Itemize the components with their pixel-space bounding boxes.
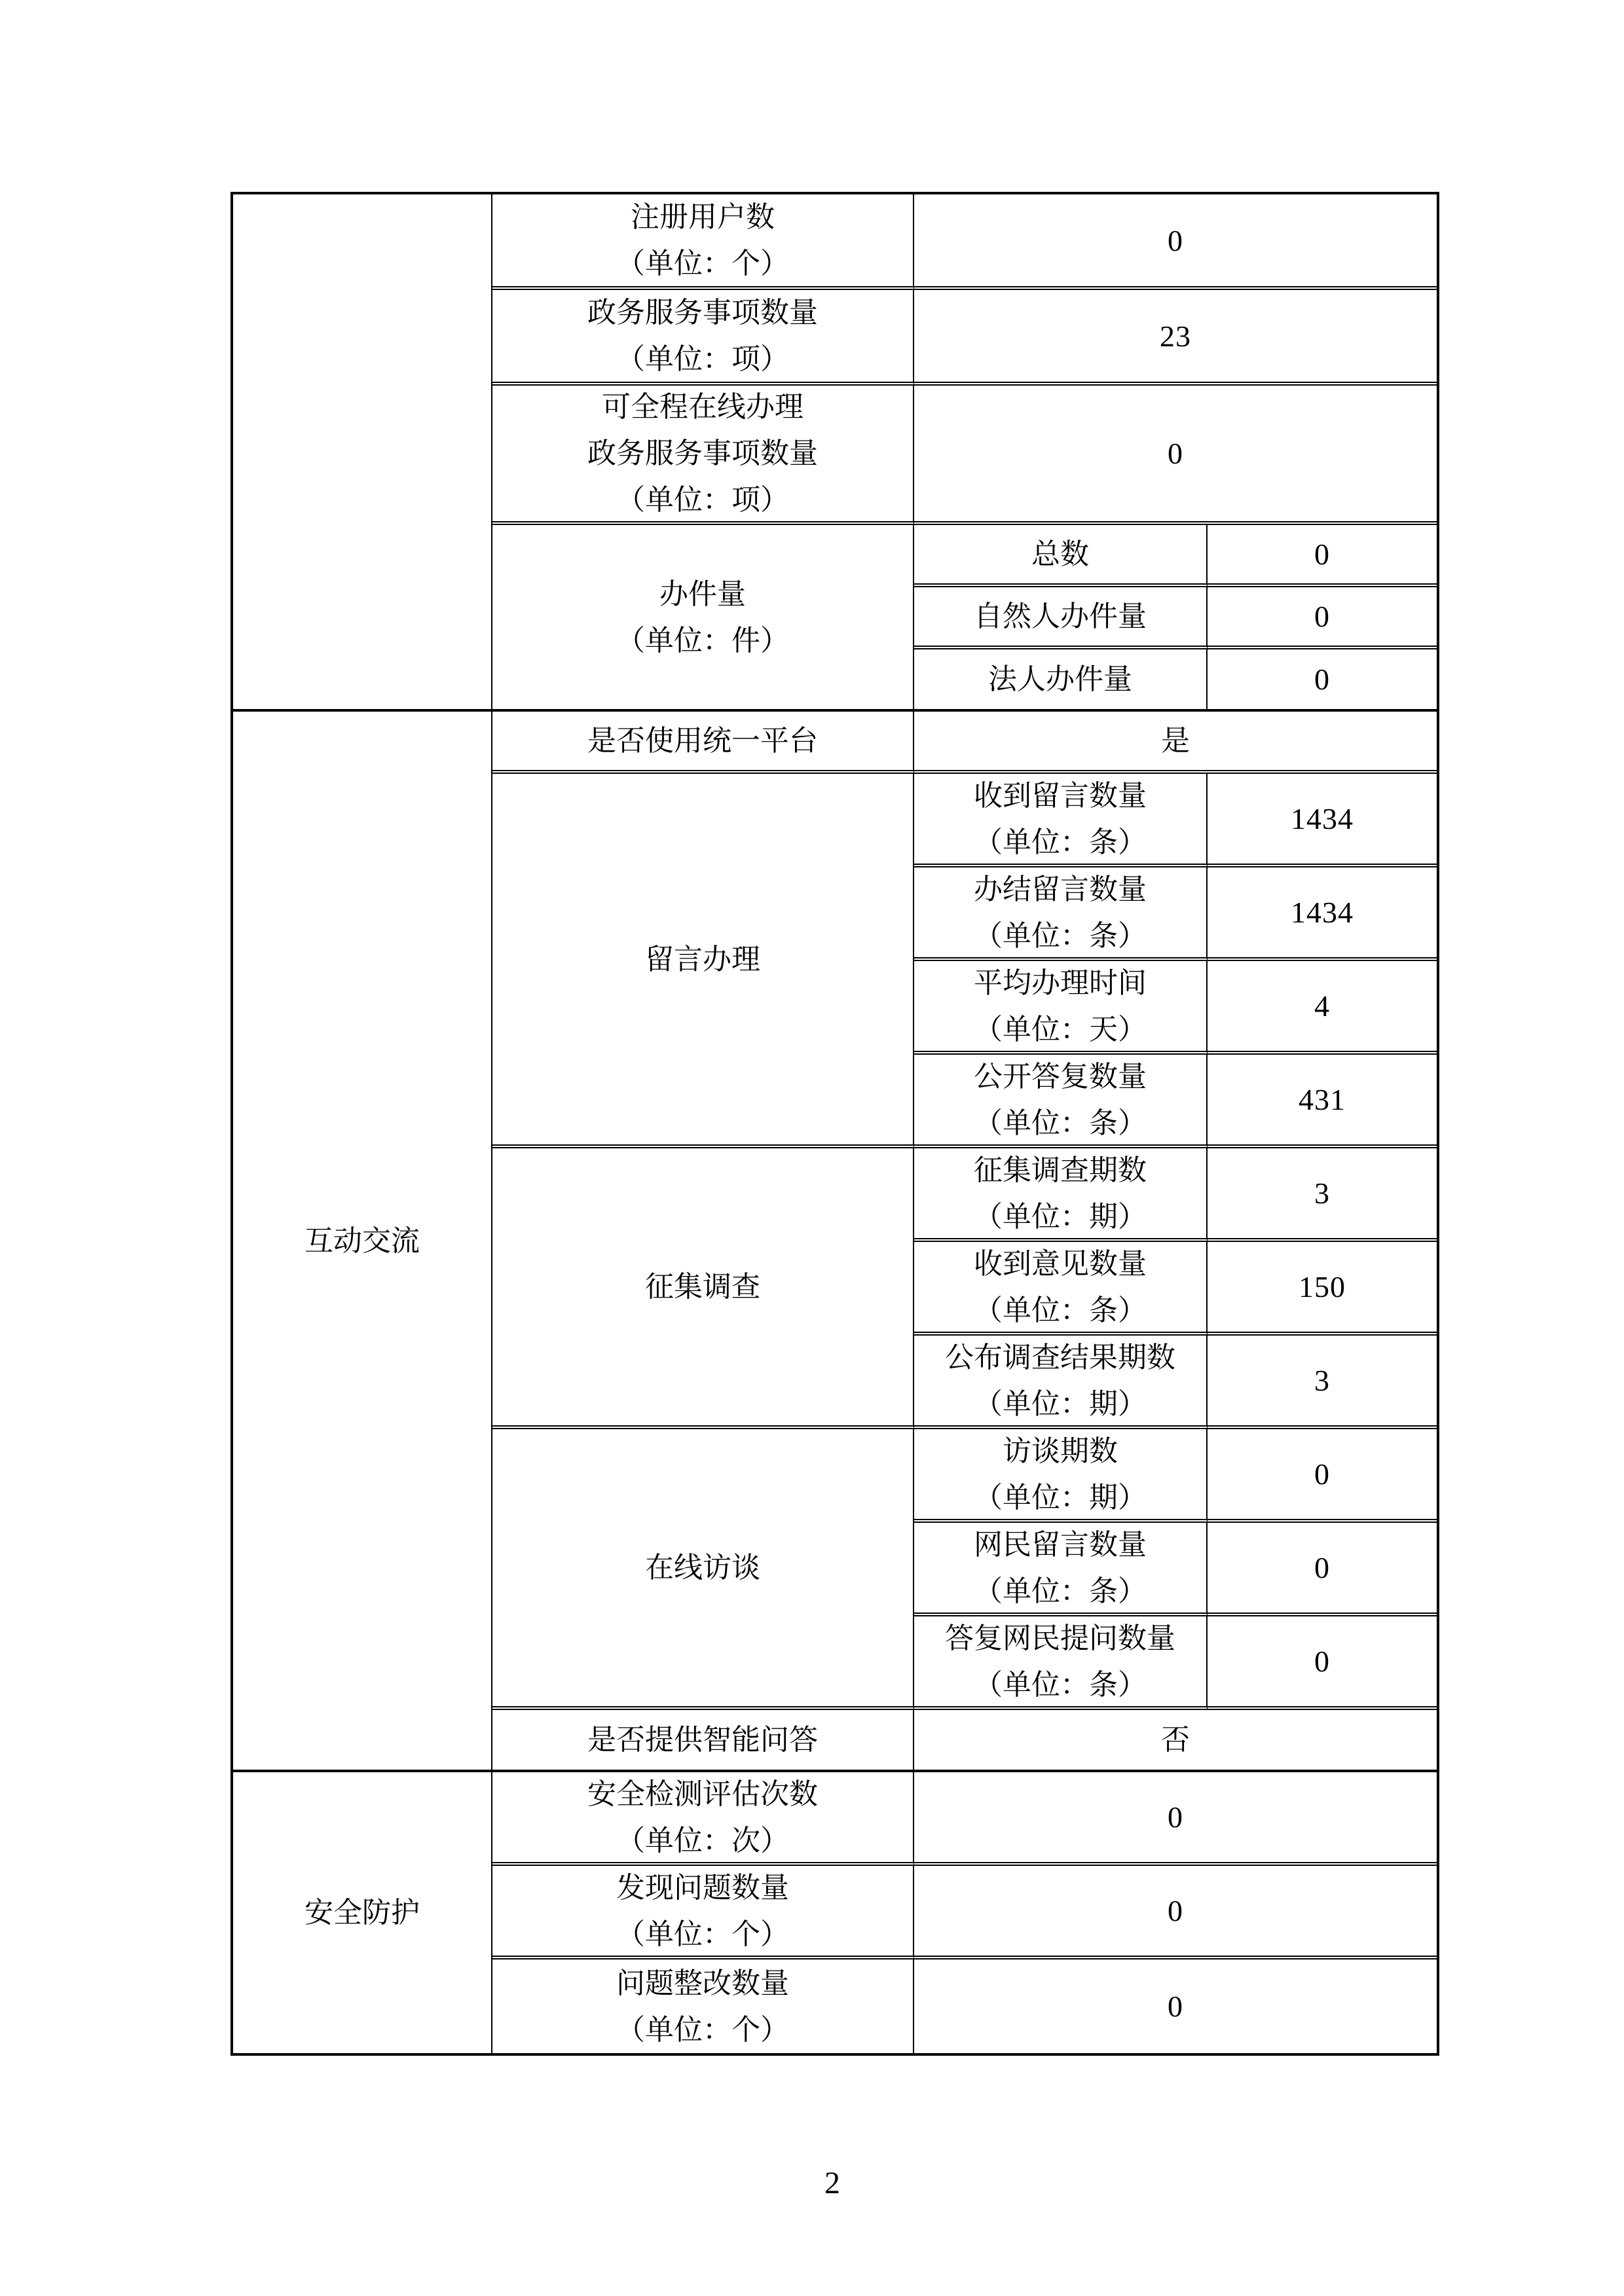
value-cell-legal-person: 0 xyxy=(1208,649,1437,712)
label-cell-problems-found xyxy=(492,1866,914,1959)
label-line: 总数 xyxy=(1031,538,1089,570)
label-cell-unified-platform xyxy=(492,712,914,774)
label-line: 办件量 xyxy=(659,577,746,610)
sublabel-cell-messages-received xyxy=(914,774,1208,867)
label-line: 答复网民提问数量 xyxy=(945,1622,1175,1654)
label-line: 法人办件量 xyxy=(988,663,1132,695)
unit-line: （单位：条） xyxy=(974,919,1147,952)
sublabel-cell-average-handling-time xyxy=(914,961,1208,1055)
label-cell-service-items xyxy=(492,290,914,386)
sublabel-cell-netizen-messages xyxy=(914,1523,1208,1616)
label-line: 可全程在线办理 xyxy=(602,391,803,423)
value-cell-public-replies: 431 xyxy=(1208,1055,1437,1148)
value-cell-registered-users: 0 xyxy=(914,194,1437,290)
value-cell-average-handling-time: 4 xyxy=(1208,961,1437,1055)
label-line: 发现问题数量 xyxy=(616,1871,789,1904)
label-line: 收到意见数量 xyxy=(974,1247,1147,1280)
value-cell-survey-results-published: 3 xyxy=(1208,1336,1437,1429)
label-line: 平均办理时间 xyxy=(974,966,1147,999)
unit-line: （单位：天） xyxy=(974,1013,1147,1046)
label-cell-message-handling xyxy=(492,774,914,1148)
unit-line: （单位：条） xyxy=(974,1294,1147,1326)
label-line: 是否使用统一平台 xyxy=(587,725,818,757)
unit-line: （单位：条） xyxy=(974,1106,1147,1139)
sublabel-cell-survey-results-published xyxy=(914,1336,1208,1429)
label-line: 公布调查结果期数 xyxy=(945,1341,1175,1374)
value-cell-unified-platform: 是 xyxy=(914,712,1437,774)
category-cell-security: 安全防护 xyxy=(233,1772,492,2053)
label-line: 在线访谈 xyxy=(645,1552,760,1584)
unit-line: （单位：期） xyxy=(974,1481,1147,1514)
value-cell-security-assessments: 0 xyxy=(914,1772,1437,1866)
unit-line: （单位：条） xyxy=(974,826,1147,858)
value-cell-messages-received: 1434 xyxy=(1208,774,1437,867)
value-cell-service-items: 23 xyxy=(914,290,1437,386)
label-cell-case-volume xyxy=(492,525,914,712)
label-line: 问题整改数量 xyxy=(616,1967,789,1999)
category-cell-blank xyxy=(233,194,492,712)
label-line: 办结留言数量 xyxy=(974,873,1147,905)
value-cell-netizen-messages: 0 xyxy=(1208,1523,1437,1616)
value-cell-online-service-items: 0 xyxy=(914,386,1437,525)
label-line: 访谈期数 xyxy=(1003,1434,1118,1467)
sublabel-cell-public-replies xyxy=(914,1055,1208,1148)
value-cell-natural-person: 0 xyxy=(1208,587,1437,649)
value-cell-survey-issues: 3 xyxy=(1208,1148,1437,1242)
value-cell-problems-found: 0 xyxy=(914,1866,1437,1959)
sublabel-cell-netizen-questions-answered xyxy=(914,1616,1208,1710)
label-line: 网民留言数量 xyxy=(974,1528,1147,1561)
page-number: 2 xyxy=(824,2166,840,2200)
unit-line: （单位：个） xyxy=(616,247,789,280)
label-line: 征集调查期数 xyxy=(974,1154,1147,1186)
unit-line: （单位：条） xyxy=(974,1575,1147,1607)
sublabel-cell-messages-resolved xyxy=(914,867,1208,961)
label-line: 公开答复数量 xyxy=(974,1060,1147,1093)
report-table xyxy=(231,192,1439,2056)
unit-line: （单位：项） xyxy=(616,484,789,516)
unit-line: （单位：件） xyxy=(616,624,789,657)
label-cell-smart-qa xyxy=(492,1710,914,1772)
label-cell-surveys xyxy=(492,1148,914,1429)
label-cell-online-service-items xyxy=(492,386,914,525)
label-line: 政务服务事项数量 xyxy=(587,437,818,469)
category-cell-interaction: 互动交流 xyxy=(233,712,492,1772)
value-cell-opinions-received: 150 xyxy=(1208,1242,1437,1336)
label-line: 留言办理 xyxy=(645,943,760,975)
value-cell-problems-rectified: 0 xyxy=(1168,1990,1183,2023)
label-cell-registered-users xyxy=(492,194,914,290)
unit-line: （单位：次） xyxy=(616,1824,789,1857)
value-cell-interview-issues: 0 xyxy=(1208,1429,1437,1523)
value-cell-netizen-questions-answered: 0 xyxy=(1208,1616,1437,1710)
label-cell-problems-rectified xyxy=(492,1959,914,2053)
label-line: 是否提供智能问答 xyxy=(587,1724,818,1756)
label-cell-security-assessments xyxy=(492,1772,914,1866)
unit-line: （单位：项） xyxy=(616,343,789,375)
unit-line: （单位：个） xyxy=(616,1918,789,1950)
sublabel-cell-interview-issues xyxy=(914,1429,1208,1523)
label-line: 安全检测评估次数 xyxy=(587,1777,818,1810)
label-line: 征集调查 xyxy=(645,1271,760,1303)
value-cell-total: 0 xyxy=(1208,525,1437,587)
sublabel-cell-total xyxy=(914,525,1208,587)
label-line: 自然人办件量 xyxy=(974,600,1147,632)
sublabel-cell-natural-person xyxy=(914,587,1208,649)
unit-line: （单位：期） xyxy=(974,1387,1147,1420)
sublabel-cell-legal-person xyxy=(914,649,1208,712)
label-line: 收到留言数量 xyxy=(974,779,1147,812)
value-cell-smart-qa: 否 xyxy=(914,1710,1437,1772)
unit-line: （单位：个） xyxy=(616,2013,789,2046)
unit-line: （单位：期） xyxy=(974,1200,1147,1233)
sublabel-cell-survey-issues xyxy=(914,1148,1208,1242)
label-cell-online-interviews xyxy=(492,1429,914,1710)
value-cell-messages-resolved: 1434 xyxy=(1208,867,1437,961)
unit-line: （单位：条） xyxy=(974,1668,1147,1701)
label-line: 政务服务事项数量 xyxy=(587,297,818,329)
sublabel-cell-opinions-received xyxy=(914,1242,1208,1336)
label-line: 注册用户数 xyxy=(631,201,775,233)
